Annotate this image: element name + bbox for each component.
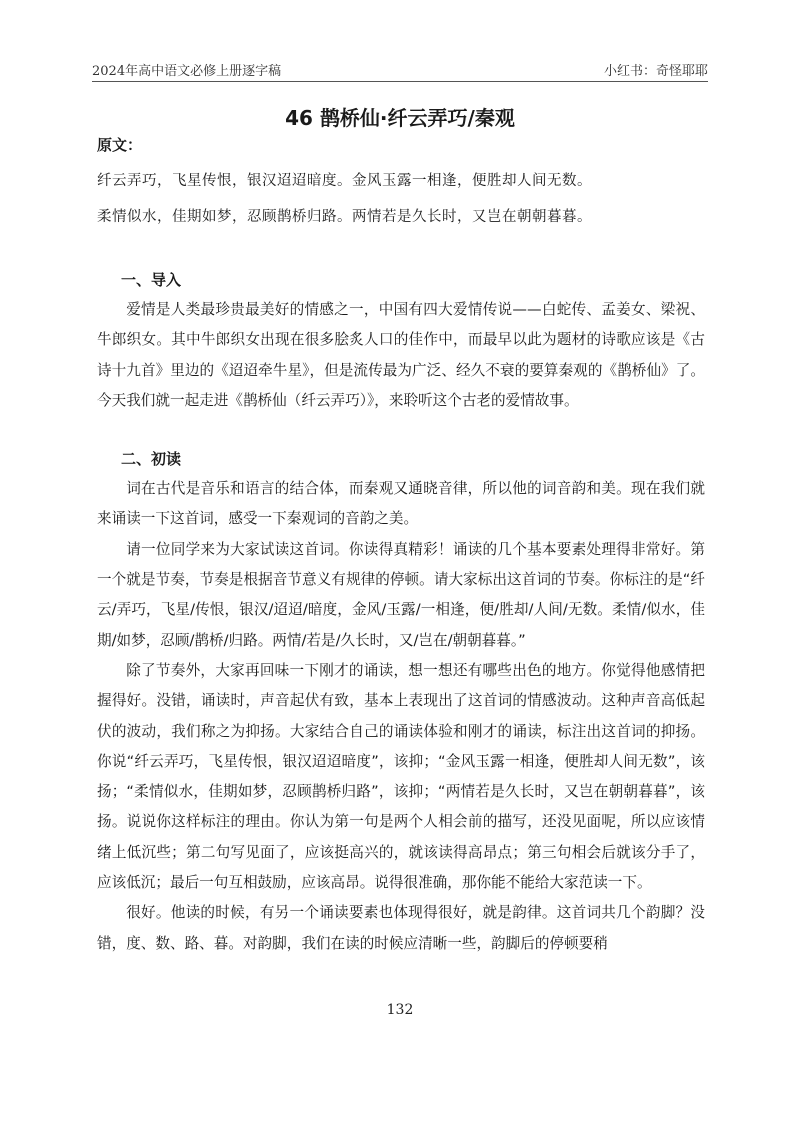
original-line: 纤云弄巧，飞星传恨，银汉迢迢暗度。金风玉露一相逢，便胜却人间无数。	[97, 173, 592, 189]
paragraph: 除了节奏外，大家再回味一下刚才的诵读，想一想还有哪些出色的地方。你觉得他感情把握得好。没错，诵读时，声音起伏有致，基本上表现出了这首词的情感波动。这种声音高低起伏的波动，我们称之为抑扬。大家结合自己的诵读体验和刚才的诵读，标注出这首词的抑扬。你说“纤云弄巧，飞星传恨，银汉迢迢暗度”，该抑；“金风玉露一相逢，便胜却人间无数”，该扬；“柔情似水，佳期如梦，忍顾鹊桥归路”，该抑；“两情若是久长时，又岂在朝朝暮暮”，该扬。说说你这样标注的理由。你认为第一句是两个人相会前的描写，还没见面呢，所以应该情绪上低沉些；第二句写见面了，应该挺高兴的，就该读得高昂点；第三句相会后就该分手了，应该低沉；最后一句互相鼓励，应该高昂。说得很准确，那你能不能给大家范读一下。	[97, 661, 705, 892]
main-content	[97, 128, 705, 959]
header-right-text: 小红书：奇怪耶耶	[603, 64, 708, 79]
header-left-text: 2024年高中语文必修上册逐字稿	[92, 64, 282, 79]
paragraph: 很好。他读的时候，有另一个诵读要素也体现得很好，就是韵律。这首词共几个韵脚？没错，度、数、路、暮。对韵脚，我们在读的时候应清晰一些，韵脚后的停顿要稍	[97, 904, 705, 952]
original-text-label: 原文：	[97, 136, 143, 154]
original-line: 柔情似水，佳期如梦，忍顾鹊桥归路。两情若是久长时，又岂在朝朝暮暮。	[97, 209, 592, 225]
page-header	[92, 55, 708, 82]
page-title: 46 鹊桥仙·纤云弄巧/秦观	[285, 106, 515, 130]
paragraph: 词在古代是音乐和语言的结合体，而秦观又通晓音律，所以他的词音韵和美。现在我们就来诵读一下这首词，感受一下秦观词的音韵之美。	[97, 480, 705, 528]
paragraph: 爱情是人类最珍贵最美好的情感之一，中国有四大爱情传说——白蛇传、孟姜女、梁祝、牛郎织女。其中牛郎织女出现在很多脍炙人口的佳作中，而最早以此为题材的诗歌应该是《古诗十九首》里边的《迢迢牵牛星》，但是流传最为广泛、经久不衰的要算秦观的《鹊桥仙》了。今天我们就一起走进《鹊桥仙（纤云弄巧）》，来聆听这个古老的爱情故事。	[97, 301, 705, 409]
section-heading-first-reading: 二、初读	[121, 450, 182, 469]
paragraph: 请一位同学来为大家试读这首词。你读得真精彩！诵读的几个基本要素处理得非常好。第一个就是节奏，节奏是根据音节意义有规律的停顿。请大家标出这首词的节奏。你标注的是“纤云/弄巧，飞星/传恨，银汉/迢迢/暗度，金风/玉露/一相逢，便/胜却/人间/无数。柔情/似水，佳期/如梦，忍顾/鹊桥/归路。两情/若是/久长时，又/岂在/朝朝暮暮。”	[97, 540, 705, 649]
section-heading-intro: 一、导入	[121, 271, 182, 289]
original-text	[97, 163, 705, 235]
page-number: 132	[386, 1002, 414, 1018]
